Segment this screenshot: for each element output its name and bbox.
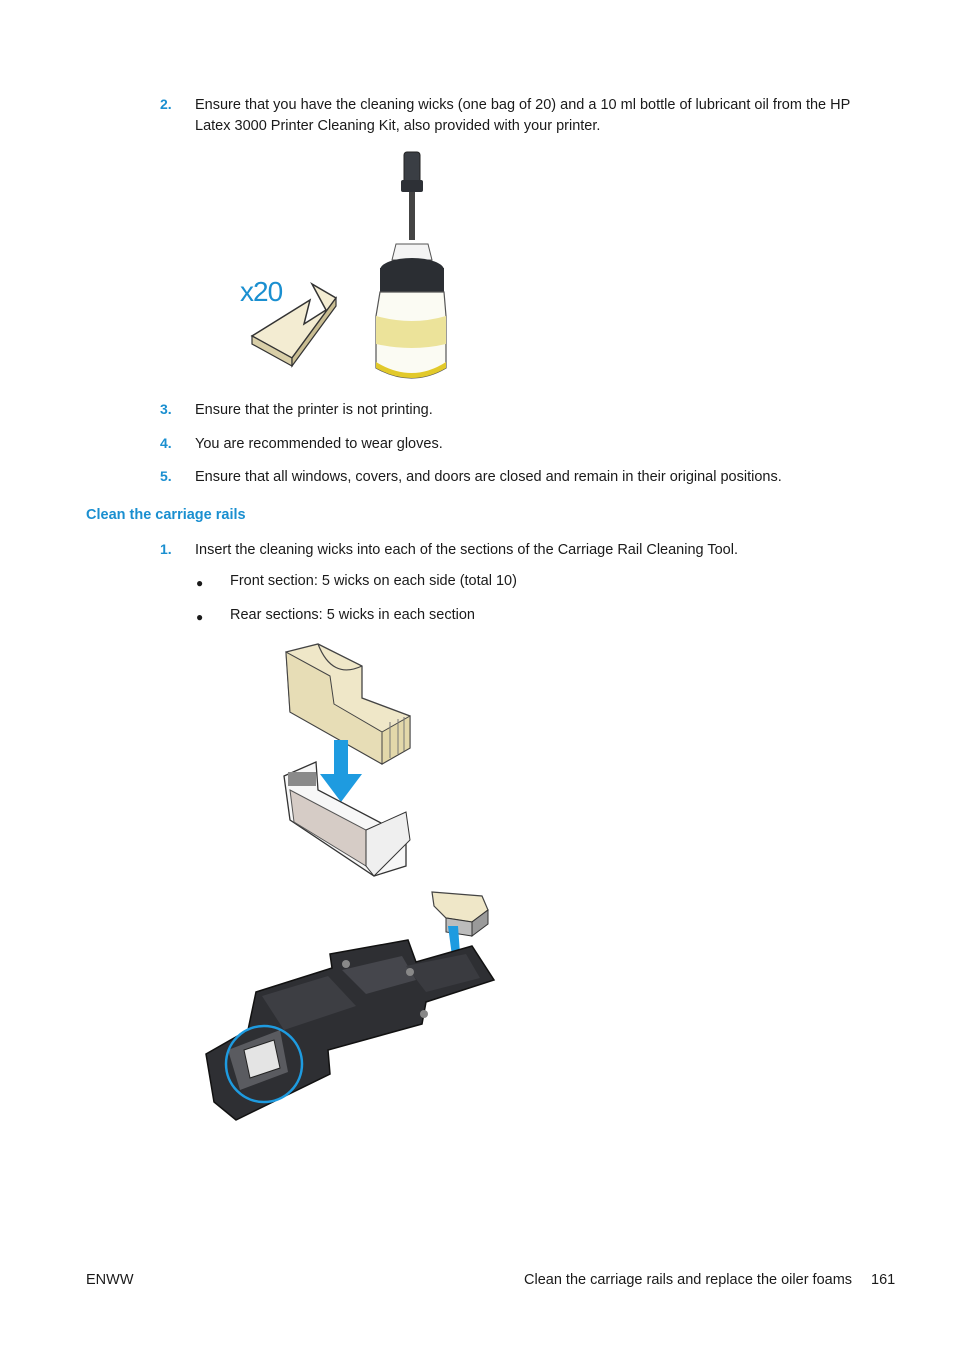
step-number: 3. — [160, 401, 172, 417]
footer-chapter-title: Clean the carriage rails and replace the oiler foams — [524, 1272, 853, 1288]
step-text: Ensure that all windows, covers, and doors are closed and remain in their original positions. — [195, 469, 782, 485]
rear-section-insertion-illustration — [196, 884, 496, 1124]
bullet-text: Rear sections: 5 wicks in each section — [230, 607, 475, 623]
step-text: Insert the cleaning wicks into each of the sections of the Carriage Rail Cleaning Tool. — [195, 542, 738, 558]
step-number: 2. — [160, 96, 172, 112]
step-text: Ensure that the printer is not printing. — [195, 402, 433, 418]
page-number: 161 — [871, 1272, 896, 1288]
step-number: 1. — [160, 541, 172, 557]
step-number: 4. — [160, 435, 172, 451]
front-section-insertion-illustration — [270, 640, 430, 880]
step-number: 5. — [160, 468, 172, 484]
quantity-label: x20 — [240, 276, 283, 307]
section-heading: Clean the carriage rails — [86, 507, 246, 523]
bullet-text: Front section: 5 wicks on each side (total 10) — [230, 573, 517, 589]
bullet-marker: ● — [196, 576, 204, 590]
bullet-marker: ● — [196, 610, 204, 624]
step-text: You are recommended to wear gloves. — [195, 436, 443, 452]
wick-and-oil-bottle-illustration — [200, 148, 500, 384]
step-text: Ensure that you have the cleaning wicks (one bag of 20) and a 10 ml bottle of lubricant oil from the HP Latex 3000 Printer Cleaning Kit, also provided with your printer. — [195, 97, 851, 134]
footer-left: ENWW — [86, 1272, 134, 1288]
